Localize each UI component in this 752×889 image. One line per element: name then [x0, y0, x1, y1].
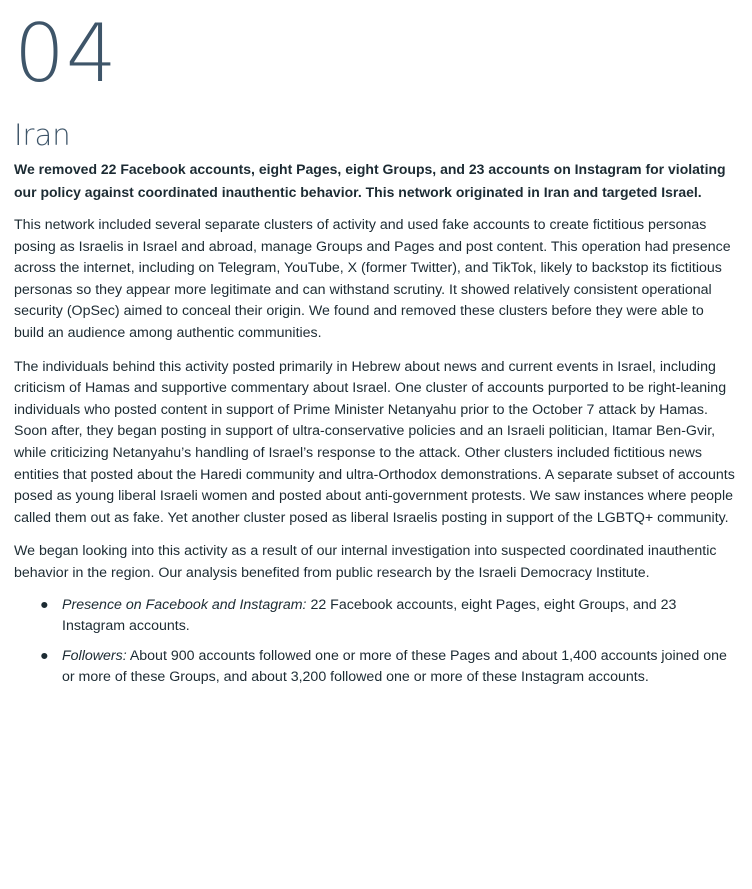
lead-summary: We removed 22 Facebook accounts, eight Pages, eight Groups, and 23 accounts on Instagram for violating our policy against coordinated inauthentic behavior. This network originated in Iran and targeted Israel. — [14, 161, 726, 200]
facts-list — [14, 595, 736, 689]
bullet-icon: ● — [40, 596, 49, 613]
fact-label: Followers: — [62, 647, 127, 664]
fact-text: 22 Facebook accounts, eight Pages, eight Groups, and 23 Instagram accounts. — [62, 596, 677, 635]
body-paragraph-activity: The individuals behind this activity posted primarily in Hebrew about news and current events in Israel, including criticism of Hamas and supportive commentary about Israel. One cluster of accounts purported to be right-leaning individuals who posted content in support of Prime Minister Netanyahu prior to the October 7 attack by Hamas. Soon after, they began posting in support of ultra-conservative policies and an Israeli politician, Itamar Ben-Gvir, while criticizing Netanyahu’s handling of Israel’s response to the attack. Other clusters included fictitious news entities that posted about the Haredi community and ultra-Orthodox demonstrations. A separate subset of accounts posed as young liberal Israeli women and posted about anti-government protests. We saw instances where people called them out as fake. Yet another cluster posed as liberal Israelis posting in support of the LGBTQ+ community. — [14, 358, 735, 526]
section-title: Iran — [14, 118, 71, 152]
bullet-icon: ● — [40, 647, 49, 664]
section-number: 04 — [14, 7, 118, 100]
fact-item-followers — [14, 646, 736, 689]
body-paragraph-investigation: We began looking into this activity as a result of our internal investigation into suspected coordinated inauthentic behavior in the region. Our analysis benefited from public research by the Israeli Democracy Institute. — [14, 543, 717, 581]
fact-item-presence — [14, 595, 736, 638]
fact-text: About 900 accounts followed one or more of these Pages and about 1,400 accounts joined one or more of these Groups, and about 3,200 followed one or more of these Instagram accounts. — [62, 647, 727, 686]
fact-label: Presence on Facebook and Instagram: — [62, 596, 307, 613]
report-page — [14, 0, 736, 697]
body-paragraph-network: This network included several separate clusters of activity and used fake accounts to create fictitious personas posing as Israelis in Israel and abroad, manage Groups and Pages and post content. This operation had presence across the internet, including on Telegram, YouTube, X (former Twitter), and TikTok, likely to backstop its fictitious personas so they appear more legitimate and can withstand scrutiny. It showed relatively consistent operational security (OpSec) aimed to conceal their origin. We found and removed these clusters before they were able to build an audience among authentic communities. — [14, 217, 731, 341]
